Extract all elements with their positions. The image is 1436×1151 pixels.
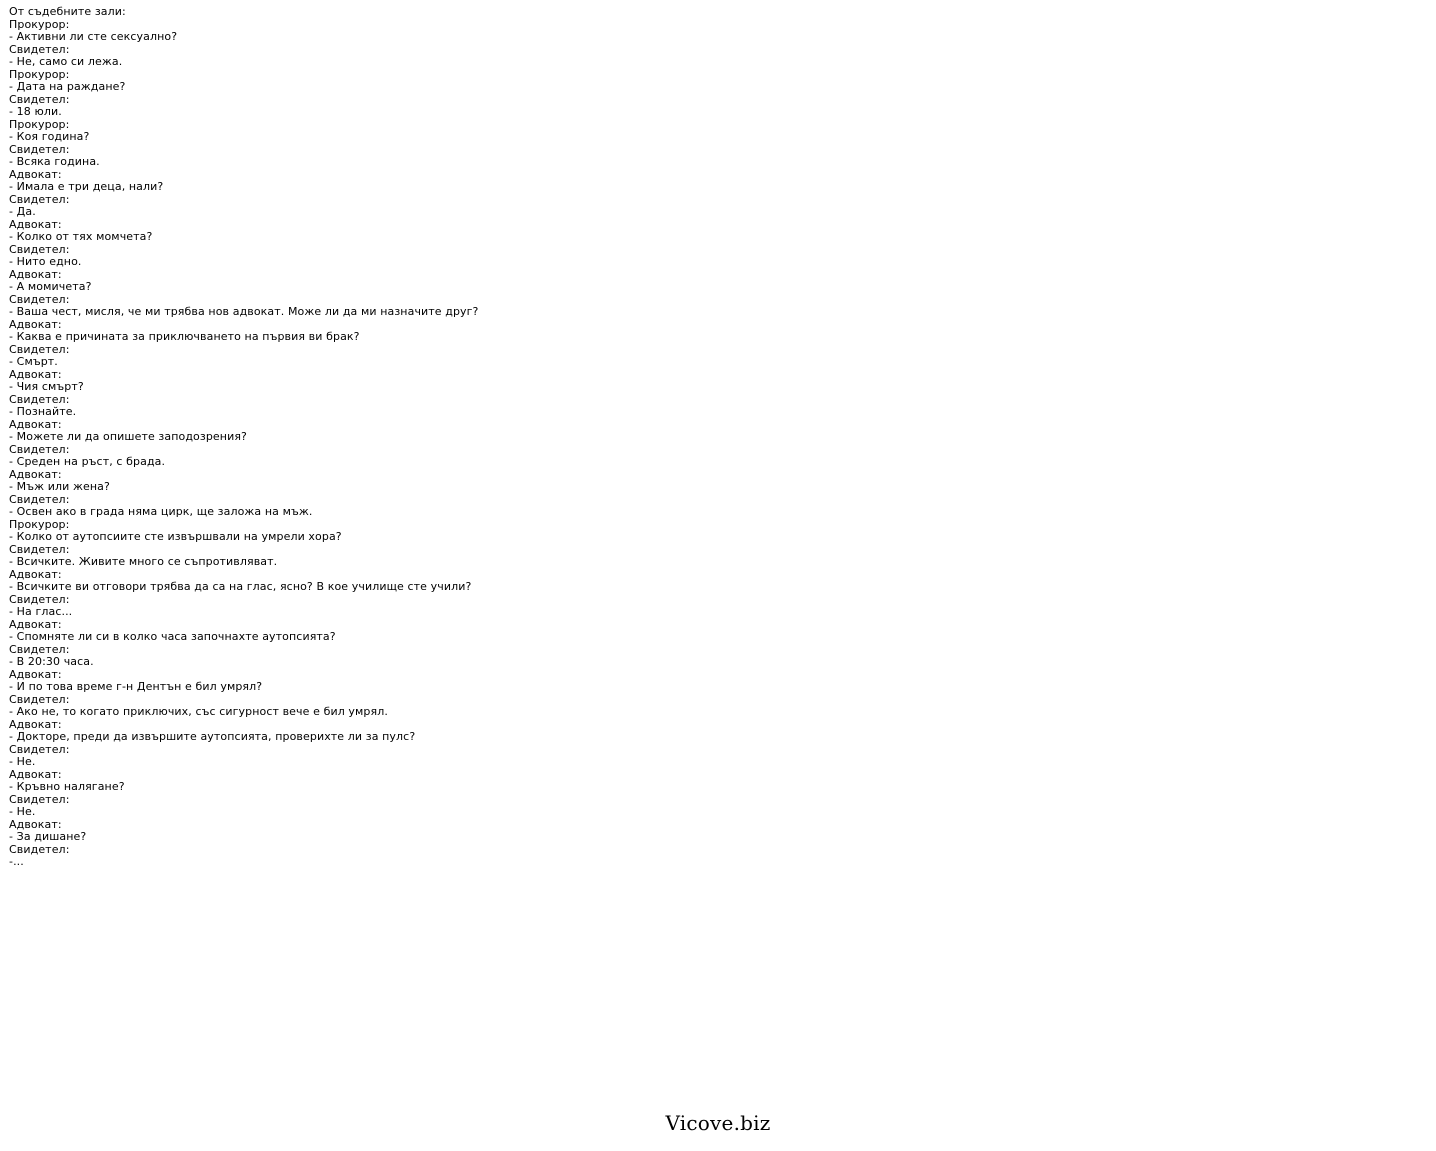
joke-line: Свидетел: <box>9 92 70 106</box>
joke-line: - В 20:30 часа. <box>9 655 94 668</box>
joke-line: - Докторе, преди да извършите аутопсията, проверихте ли за пулс? <box>9 730 416 743</box>
joke-line: Свидетел: <box>9 492 70 506</box>
joke-line: -... <box>9 855 24 868</box>
joke-line: - Ако не, то когато приключих, със сигурност вече е бил умрял. <box>9 705 388 718</box>
site-watermark: Vicove.biz <box>665 1111 771 1135</box>
joke-line: Прокурор: <box>9 117 70 131</box>
joke-line: - Смърт. <box>9 355 58 368</box>
joke-line: - Не, само си лежа. <box>9 55 123 68</box>
joke-line: Свидетел: <box>9 692 70 706</box>
joke-line: - Освен ако в града няма цирк, ще заложа на мъж. <box>9 505 313 518</box>
joke-line: Свидетел: <box>9 442 70 456</box>
joke-line: - На глас... <box>9 605 73 618</box>
joke-line: Свидетел: <box>9 292 70 306</box>
joke-line: - Колко от аутопсиите сте извършвали на умрели хора? <box>9 530 342 543</box>
joke-text <box>9 6 478 869</box>
joke-line: - И по това време г-н Дентън е бил умрял? <box>9 680 263 693</box>
joke-line: Адвокат: <box>9 617 62 631</box>
joke-line: Свидетел: <box>9 642 70 656</box>
joke-line: Прокурор: <box>9 517 70 531</box>
joke-line: Адвокат: <box>9 717 62 731</box>
joke-line: Адвокат: <box>9 267 62 281</box>
joke-line: - За дишане? <box>9 830 87 843</box>
joke-line: Свидетел: <box>9 792 70 806</box>
joke-line: - Коя година? <box>9 130 90 143</box>
joke-line: - Колко от тях момчета? <box>9 230 153 243</box>
joke-line: Адвокат: <box>9 467 62 481</box>
joke-line: Свидетел: <box>9 542 70 556</box>
joke-line: Свидетел: <box>9 392 70 406</box>
joke-line: - Среден на ръст, с брада. <box>9 455 166 468</box>
joke-line: - Спомняте ли си в колко часа започнахте аутопсията? <box>9 630 336 643</box>
joke-line: - Нито едно. <box>9 255 82 268</box>
joke-line: Свидетел: <box>9 342 70 356</box>
joke-line: Адвокат: <box>9 217 62 231</box>
joke-line: - Активни ли сте сексуално? <box>9 30 178 43</box>
joke-line: Адвокат: <box>9 817 62 831</box>
joke-line: - А момичета? <box>9 280 92 293</box>
joke-line: Адвокат: <box>9 767 62 781</box>
joke-line: Адвокат: <box>9 317 62 331</box>
joke-line: Свидетел: <box>9 742 70 756</box>
joke-line: - Всичките. Живите много се съпротивляват. <box>9 555 278 568</box>
joke-line: - 18 юли. <box>9 105 62 118</box>
joke-line: - Не. <box>9 805 36 818</box>
joke-line: - Всяка година. <box>9 155 100 168</box>
joke-line: От съдебните зали: <box>9 5 126 18</box>
joke-line: Адвокат: <box>9 567 62 581</box>
joke-line: Свидетел: <box>9 142 70 156</box>
joke-line: Свидетел: <box>9 242 70 256</box>
joke-line: Свидетел: <box>9 592 70 606</box>
joke-line: Прокурор: <box>9 67 70 81</box>
joke-line: Прокурор: <box>9 17 70 31</box>
joke-line: - Имала е три деца, нали? <box>9 180 164 193</box>
joke-line: - Ваша чест, мисля, че ми трябва нов адвокат. Може ли да ми назначите друг? <box>9 305 479 318</box>
joke-line: Адвокат: <box>9 667 62 681</box>
joke-line: - Чия смърт? <box>9 380 84 393</box>
joke-line: - Всичките ви отговори трябва да са на глас, ясно? В кое училище сте учили? <box>9 580 472 593</box>
joke-line: - Да. <box>9 205 36 218</box>
joke-line: - Дата на раждане? <box>9 80 126 93</box>
joke-line: - Познайте. <box>9 405 77 418</box>
joke-line: Свидетел: <box>9 842 70 856</box>
joke-line: - Мъж или жена? <box>9 480 110 493</box>
joke-line: - Кръвно налягане? <box>9 780 125 793</box>
joke-line: Адвокат: <box>9 167 62 181</box>
joke-line: - Каква е причината за приключването на първия ви брак? <box>9 330 360 343</box>
joke-line: Адвокат: <box>9 417 62 431</box>
joke-line: - Можете ли да опишете заподозрения? <box>9 430 247 443</box>
joke-line: Адвокат: <box>9 367 62 381</box>
joke-line: Свидетел: <box>9 42 70 56</box>
joke-line: Свидетел: <box>9 192 70 206</box>
joke-line: - Не. <box>9 755 36 768</box>
